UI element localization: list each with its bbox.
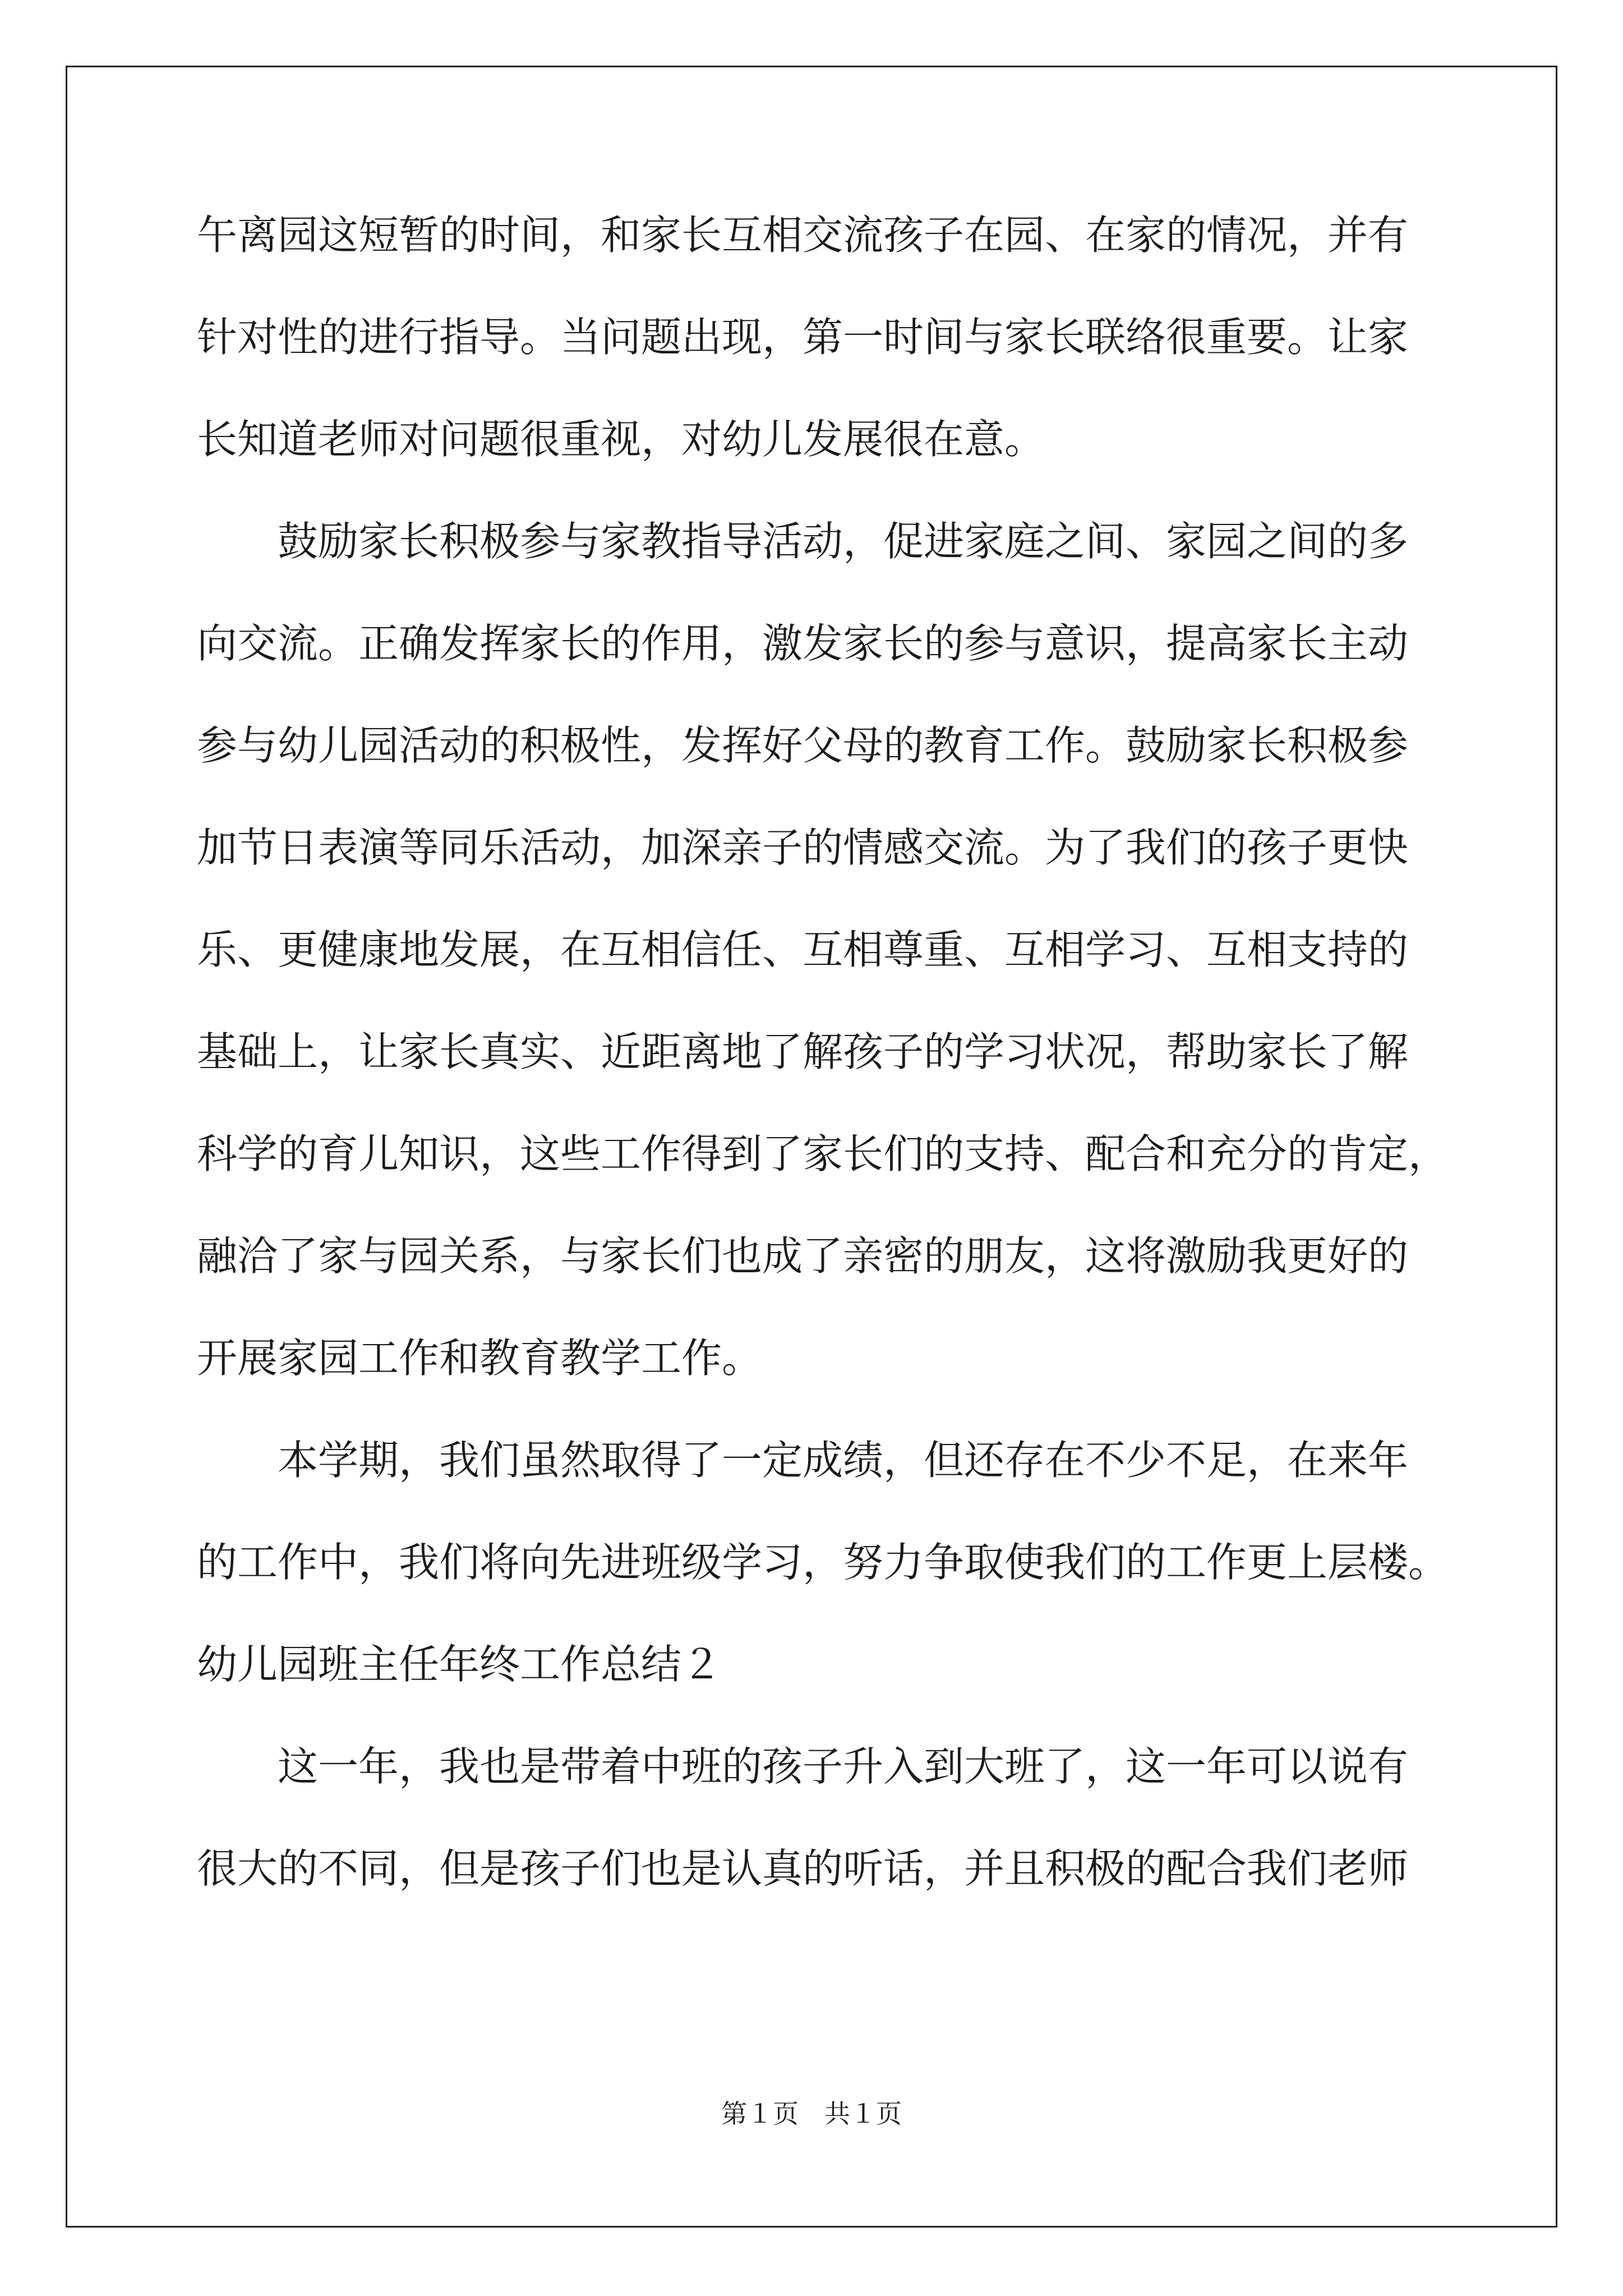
text-line: 基础上，让家长真实、近距离地了解孩子的学习状况，帮助家长了解 [197,1028,1409,1075]
text-line: 的工作中，我们将向先进班级学习，努力争取使我们的工作更上层楼。 [197,1539,1449,1586]
text-line: 融洽了家与园关系，与家长们也成了亲密的朋友，这将激励我更好的 [197,1232,1409,1280]
text-line: 午离园这短暂的时间，和家长互相交流孩子在园、在家的情况，并有 [197,211,1409,259]
text-line: 向交流。正确发挥家长的作用，激发家长的参与意识，提高家长主动 [197,620,1409,667]
text-line: 科学的育儿知识，这些工作得到了家长们的支持、配合和充分的肯定， [197,1130,1449,1177]
text-line: 针对性的进行指导。当问题出现，第一时间与家长联络很重要。让家 [197,314,1409,361]
section-heading: 幼儿园班主任年终工作总结２ [197,1641,722,1688]
text-line: 长知道老师对问题很重视，对幼儿发展很在意。 [197,416,1045,463]
text-line: 加节日表演等同乐活动，加深亲子的情感交流。为了我们的孩子更快 [197,824,1409,871]
text-line: 这一年，我也是带着中班的孩子升入到大班了，这一年可以说有 [197,1743,1409,1790]
document-body [197,210,1449,1945]
text-line: 本学期，我们虽然取得了一定成绩，但还存在不少不足，在来年 [197,1437,1409,1484]
text-line: 鼓励家长积极参与家教指导活动，促进家庭之间、家园之间的多 [197,518,1409,565]
text-line: 开展家园工作和教育教学工作。 [197,1335,763,1382]
page-number-footer: 第１页 共１页 [721,2099,902,2129]
text-line: 很大的不同，但是孩子们也是认真的听话，并且积极的配合我们老师 [197,1845,1409,1892]
text-line: 乐、更健康地发展，在互相信任、互相尊重、互相学习、互相支持的 [197,926,1409,973]
text-line: 参与幼儿园活动的积极性，发挥好父母的教育工作。鼓励家长积极参 [197,722,1409,769]
